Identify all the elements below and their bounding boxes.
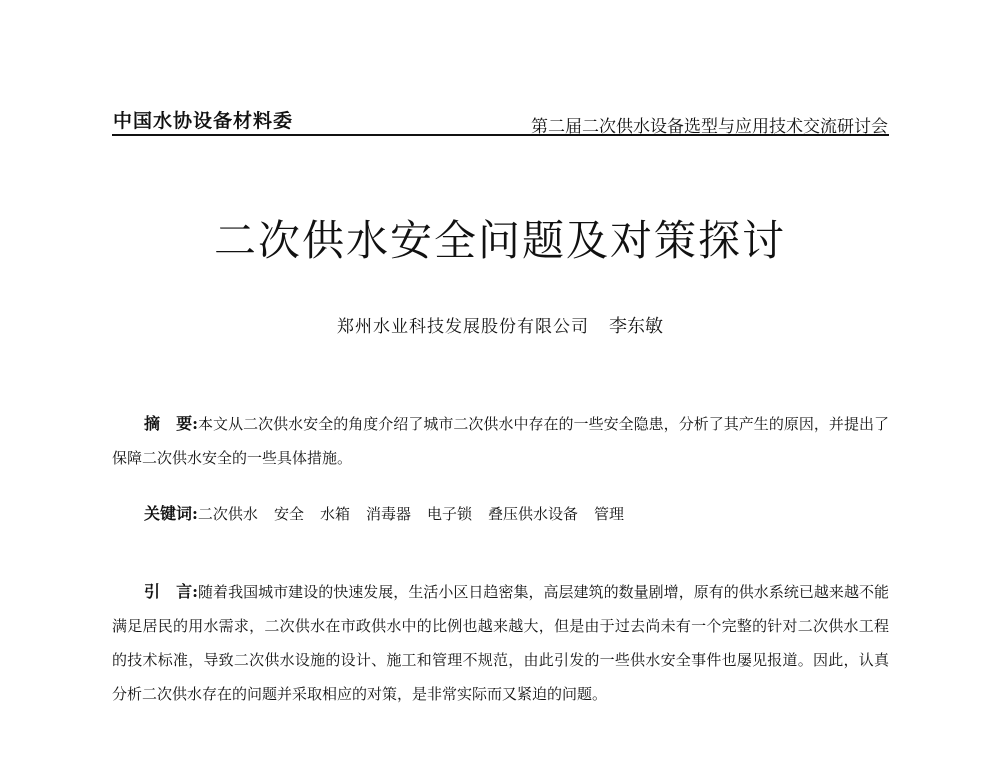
running-header-right: 第二届二次供水设备选型与应用技术交流研讨会 — [531, 117, 888, 137]
keyword-item: 二次供水 — [197, 505, 258, 523]
keywords-label: 关键词: — [144, 504, 198, 523]
keyword-item: 电子锁 — [426, 505, 472, 523]
introduction-text: 随着我国城市建设的快速发展，生活小区日趋密集，高层建筑的数量剧增，原有的供水系统已越来越不能满足居民的用水需求，二次供水在市政供水中的比例也越来越大，但是由于过去尚未有一个完整的针对二次供水工程的技术标准，导致二次供水设施的设计、施工和管理不规范，由此引发的一些供水安全事件也屡见报道。因此，认真分析二次供水存在的问题并采取相应的对策，是非常实际而又紧迫的问题。 — [112, 583, 889, 703]
abstract-label: 摘 要: — [144, 414, 198, 433]
keyword-item: 管理 — [594, 505, 625, 523]
keyword-item: 叠压供水设备 — [488, 505, 579, 523]
abstract-paragraph — [112, 407, 889, 475]
abstract-text: 本文从二次供水安全的角度介绍了城市二次供水中存在的一些安全隐患，分析了其产生的原因，并提出了保障二次供水安全的一些具体措施。 — [112, 415, 889, 467]
header-divider — [112, 134, 889, 136]
introduction-label: 引 言: — [144, 582, 198, 601]
author-affiliation: 郑州水业科技发展股份有限公司 — [337, 317, 589, 337]
introduction-paragraph — [112, 575, 889, 711]
keyword-item: 消毒器 — [365, 505, 411, 523]
keywords-paragraph — [112, 497, 889, 531]
keyword-item: 水箱 — [319, 505, 350, 523]
paper-title: 二次供水安全问题及对策探讨 — [213, 216, 786, 265]
keyword-item: 安全 — [273, 505, 304, 523]
running-header-left: 中国水协设备材料委 — [113, 110, 294, 132]
byline — [0, 312, 1000, 338]
author-name: 李东敏 — [609, 316, 663, 337]
